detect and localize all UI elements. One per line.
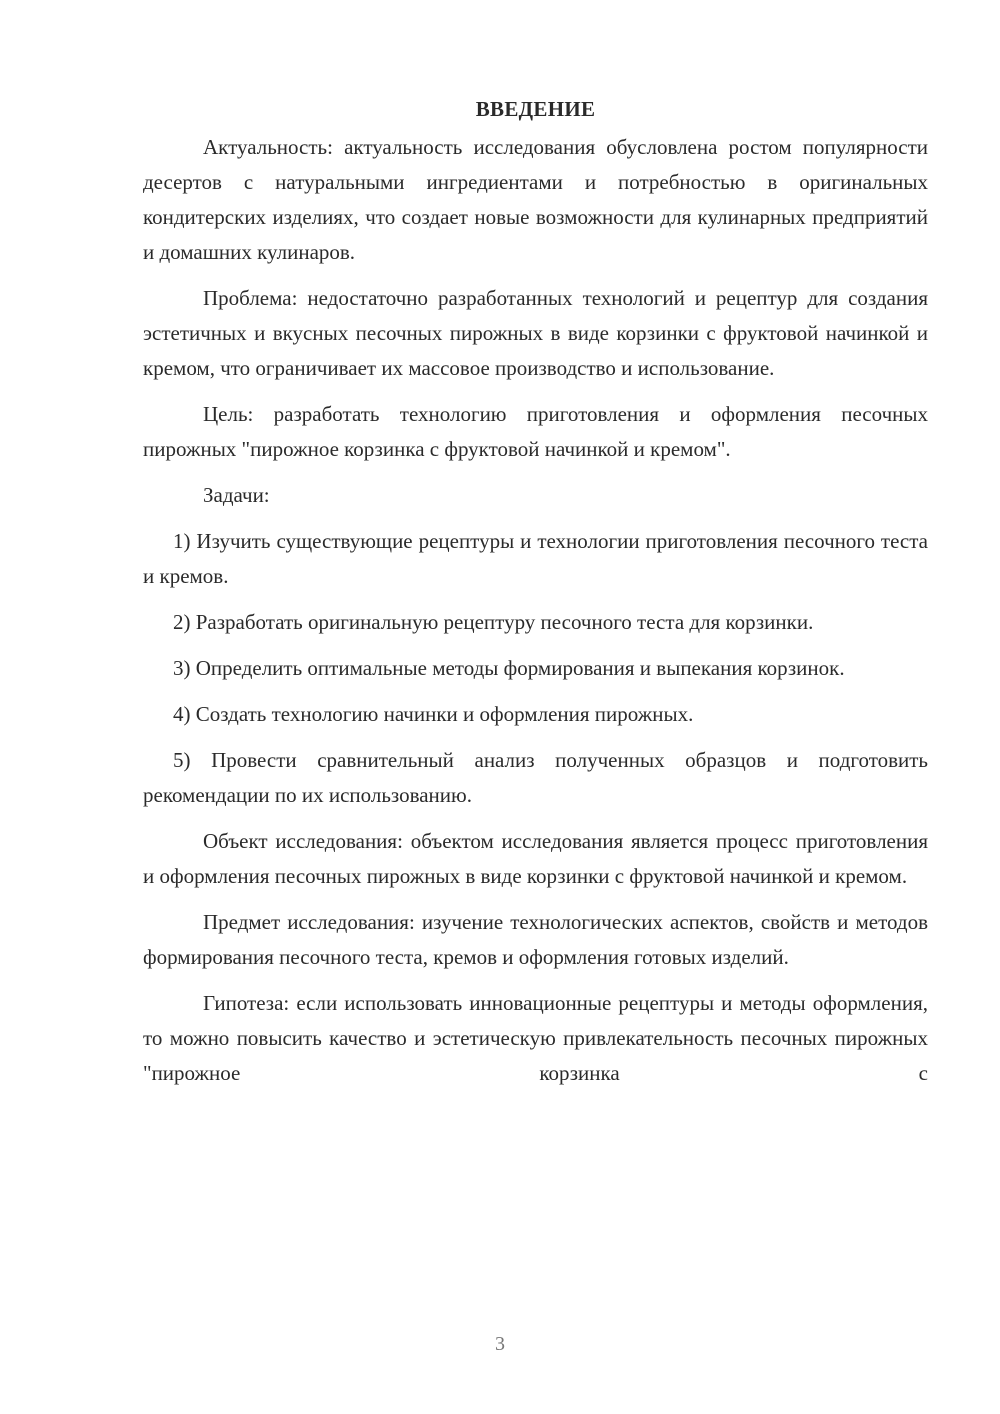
task-item-2: 2) Разработать оригинальную рецептуру песочного теста для корзинки.	[173, 610, 814, 634]
tasks-heading: Задачи:	[203, 483, 270, 507]
paragraph-problem: Проблема: недостаточно разработанных технологий и рецептур для создания эстетичных и вкусных песочных пирожных в виде корзинки с фруктовой начинкой и кремом, что ограничивает их массовое производство и использование.	[143, 286, 928, 380]
task-item-5: 5) Провести сравнительный анализ полученных образцов и подготовить рекомендации по их использованию.	[143, 748, 928, 807]
task-item-1: 1) Изучить существующие рецептуры и технологии приготовления песочного теста и кремов.	[143, 529, 928, 588]
paragraph-goal: Цель: разработать технологию приготовления и оформления песочных пирожных "пирожное корзинка с фруктовой начинкой и кремом".	[143, 402, 928, 461]
paragraph-hypothesis: Гипотеза: если использовать инновационные рецептуры и методы оформления, то можно повысить качество и эстетическую привлекательность песочных пирожных "пирожное корзинка с	[143, 991, 928, 1085]
page-number: 3	[495, 1333, 505, 1355]
page-title: ВВЕДЕНИЕ	[475, 97, 596, 121]
task-item-3: 3) Определить оптимальные методы формирования и выпекания корзинок.	[173, 656, 845, 680]
task-item-4: 4) Создать технологию начинки и оформления пирожных.	[173, 702, 694, 726]
paragraph-relevance: Актуальность: актуальность исследования обусловлена ростом популярности десертов с натуральными ингредиентами и потребностью в оригинальных кондитерских изделиях, что создает новые возможности для кулинарных предприятий и домашних кулинаров.	[143, 135, 928, 264]
paragraph-object: Объект исследования: объектом исследования является процесс приготовления и оформления песочных пирожных в виде корзинки с фруктовой начинкой и кремом.	[143, 829, 928, 888]
document-page	[143, 92, 928, 1102]
paragraph-subject: Предмет исследования: изучение технологических аспектов, свойств и методов формирования песочного теста, кремов и оформления готовых изделий.	[143, 910, 928, 969]
